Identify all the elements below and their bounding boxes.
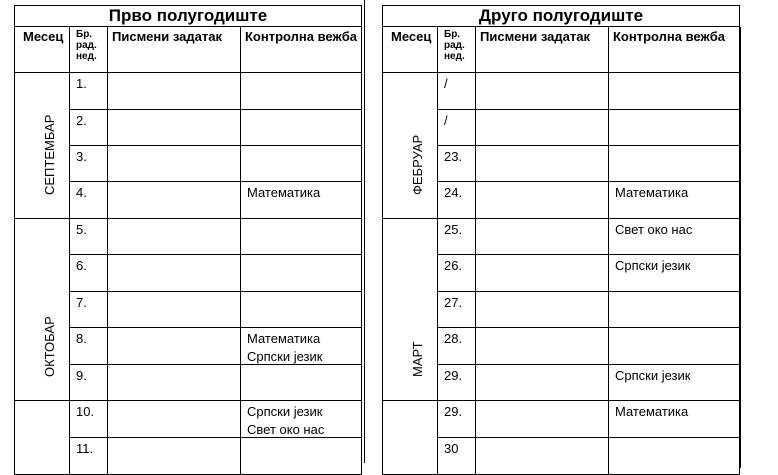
- month-header: Месец: [382, 27, 438, 73]
- written-test-cell: [108, 255, 241, 292]
- week-number-cell: 2.: [70, 110, 108, 146]
- week-number-cell: 28.: [438, 328, 476, 365]
- week-number-cell: /: [438, 73, 476, 110]
- control-test-cell: [609, 365, 740, 401]
- week-number-cell: 29.: [438, 365, 476, 401]
- control-test-cell: [609, 401, 740, 438]
- written-test-cell: [108, 438, 241, 475]
- written-test-cell: [108, 73, 241, 110]
- control-test-cell: [241, 255, 362, 292]
- written-test-cell: [476, 73, 609, 110]
- control-test-subject: Свет око нас: [247, 422, 325, 437]
- written-test-cell: [108, 182, 241, 219]
- control-test-cell: [241, 219, 362, 255]
- month-cell: [382, 219, 438, 401]
- control-test-cell: [241, 110, 362, 146]
- written-test-cell: [108, 365, 241, 401]
- week-number-cell: 6.: [70, 255, 108, 292]
- written-test-cell: [476, 146, 609, 182]
- week-number-cell: 30: [438, 438, 476, 475]
- written-test-cell: [476, 438, 609, 475]
- control-test-cell: [241, 438, 362, 475]
- written-test-cell: [108, 292, 241, 328]
- written-test-cell: [108, 219, 241, 255]
- control-test-cell: [241, 365, 362, 401]
- written-test-cell: [108, 146, 241, 182]
- control-test-subject: Математика: [615, 404, 689, 419]
- control-test-subject: Српски језик: [247, 404, 323, 419]
- week-number-cell: 25.: [438, 219, 476, 255]
- written-test-cell: [476, 255, 609, 292]
- month-cell: [14, 73, 70, 219]
- control-test-header: Контролна вежба: [241, 27, 362, 73]
- written-test-cell: [476, 219, 609, 255]
- week-number-cell: 27.: [438, 292, 476, 328]
- written-test-cell: [108, 401, 241, 438]
- control-test-subject: Српски језик: [615, 258, 691, 273]
- control-test-cell: [609, 73, 740, 110]
- control-test-cell: [241, 292, 362, 328]
- control-test-cell: [609, 255, 740, 292]
- control-test-subject: Свет око нас: [615, 222, 693, 237]
- written-test-cell: [108, 328, 241, 365]
- week-number-cell: /: [438, 110, 476, 146]
- control-test-subject: Српски језик: [615, 368, 691, 383]
- written-test-header: Писмени задатак: [476, 27, 609, 73]
- month-cell: [382, 401, 438, 475]
- control-test-subject: Српски језик: [247, 349, 323, 364]
- month-header: Месец: [14, 27, 70, 73]
- month-cell: [382, 73, 438, 219]
- written-test-cell: [476, 328, 609, 365]
- week-number-cell: 23.: [438, 146, 476, 182]
- week-number-cell: 10.: [70, 401, 108, 438]
- month-label: СЕПТЕМБАР: [42, 114, 57, 195]
- week-number-header: Бр. рад. нед.: [438, 27, 476, 73]
- week-number-cell: 1.: [70, 73, 108, 110]
- control-test-cell: [241, 182, 362, 219]
- control-test-cell: [241, 401, 362, 438]
- written-test-cell: [476, 292, 609, 328]
- week-number-header: Бр. рад. нед.: [70, 27, 108, 73]
- control-test-subject: Математика: [247, 331, 321, 346]
- written-test-cell: [108, 110, 241, 146]
- control-test-cell: [241, 73, 362, 110]
- control-test-cell: [609, 146, 740, 182]
- month-label: ФЕБРУАР: [410, 134, 425, 195]
- month-cell: [14, 219, 70, 401]
- week-number-cell: 11.: [70, 438, 108, 475]
- control-test-cell: [609, 110, 740, 146]
- control-test-cell: [609, 328, 740, 365]
- right-table-edge: [740, 27, 741, 468]
- week-number-cell: 3.: [70, 146, 108, 182]
- written-test-cell: [476, 182, 609, 219]
- week-number-cell: 26.: [438, 255, 476, 292]
- written-test-cell: [476, 401, 609, 438]
- control-test-cell: [609, 292, 740, 328]
- written-test-cell: [476, 365, 609, 401]
- month-label: МАРТ: [410, 341, 425, 377]
- week-number-cell: 24.: [438, 182, 476, 219]
- semester-title: Друго полугодиште: [382, 5, 740, 27]
- control-test-subject: Математика: [615, 185, 689, 200]
- control-test-header: Контролна вежба: [609, 27, 740, 73]
- week-number-cell: 5.: [70, 219, 108, 255]
- week-number-cell: 7.: [70, 292, 108, 328]
- semester-title: Прво полугодиште: [14, 5, 362, 27]
- month-cell: [14, 401, 70, 475]
- week-number-cell: 9.: [70, 365, 108, 401]
- control-test-cell: [609, 219, 740, 255]
- control-test-subject: Математика: [247, 185, 321, 200]
- week-number-cell: 8.: [70, 328, 108, 365]
- month-label: ОКТОБАР: [42, 316, 57, 377]
- table-gap-divider: [364, 0, 365, 463]
- control-test-cell: [609, 182, 740, 219]
- control-test-cell: [609, 438, 740, 475]
- week-number-cell: 4.: [70, 182, 108, 219]
- written-test-cell: [476, 110, 609, 146]
- control-test-cell: [241, 328, 362, 365]
- control-test-cell: [241, 146, 362, 182]
- written-test-header: Писмени задатак: [108, 27, 241, 73]
- week-number-cell: 29.: [438, 401, 476, 438]
